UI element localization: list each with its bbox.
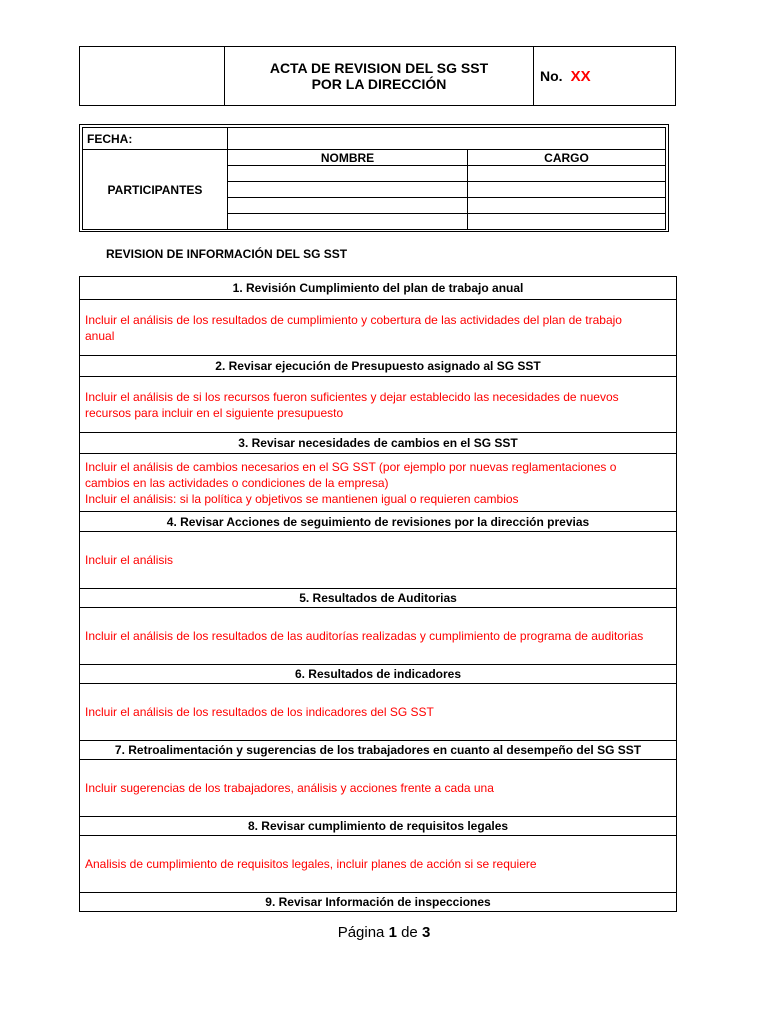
- header-box: [79, 46, 676, 106]
- col-nombre: NOMBRE: [228, 150, 468, 166]
- item-body-line: recursos para incluir en el siguiente presupuesto: [85, 405, 344, 420]
- item-body: [80, 300, 677, 356]
- item-heading: 4. Revisar Acciones de seguimiento de revisiones por la dirección previas: [80, 512, 677, 532]
- item-body-line: Analisis de cumplimiento de requisitos legales, incluir planes de acción si se requiere: [85, 857, 537, 871]
- participant-nombre[interactable]: [228, 198, 468, 214]
- item-heading: 7. Retroalimentación y sugerencias de los trabajadores en cuanto al desempeño del SG SST: [80, 741, 677, 760]
- item-body-line: cambios en las actividades o condiciones de la empresa): [85, 475, 389, 490]
- participant-nombre[interactable]: [228, 182, 468, 198]
- document-title: [225, 47, 534, 105]
- item-body: [80, 760, 677, 817]
- fecha-label: FECHA:: [83, 128, 228, 150]
- item-body: [80, 532, 677, 589]
- number-cell: [534, 47, 675, 105]
- participant-nombre[interactable]: [228, 214, 468, 230]
- item-heading: 6. Resultados de indicadores: [80, 665, 677, 684]
- of-word: de: [401, 924, 418, 941]
- participants-box: [79, 124, 669, 232]
- participants-table: [82, 127, 666, 230]
- item-heading: 9. Revisar Información de inspecciones: [80, 893, 677, 912]
- logo-cell: [80, 47, 225, 105]
- item-body: [80, 454, 677, 512]
- item-body: [80, 377, 677, 433]
- title-line-1: ACTA DE REVISION DEL SG SST: [269, 60, 489, 76]
- fecha-value[interactable]: [228, 128, 666, 150]
- item-body-line: Incluir el análisis de los resultados de cumplimiento y cobertura de las actividades del plan de trabajo: [85, 312, 622, 327]
- participant-cargo[interactable]: [468, 166, 666, 182]
- item-body: [80, 608, 677, 665]
- item-heading: 3. Revisar necesidades de cambios en el SG SST: [80, 433, 677, 454]
- page-word: Página: [337, 924, 385, 941]
- item-body: [80, 836, 677, 893]
- page-total: 3: [421, 924, 431, 941]
- number-label: No.: [540, 68, 563, 84]
- page-number: 1: [388, 924, 397, 941]
- item-body-line: Incluir el análisis de cambios necesarios en el SG SST (por ejemplo por nuevas reglamentaciones o: [85, 459, 617, 474]
- item-body-line: Incluir el análisis de los resultados de los indicadores del SG SST: [85, 705, 434, 719]
- item-body-line: Incluir el análisis: [85, 553, 174, 567]
- page-footer: [0, 924, 768, 941]
- title-line-2: POR LA DIRECCIÓN: [311, 76, 447, 92]
- participant-cargo[interactable]: [468, 182, 666, 198]
- number-value: XX: [570, 67, 591, 85]
- item-body: [80, 684, 677, 741]
- participantes-label: PARTICIPANTES: [83, 150, 228, 230]
- item-body-line: Incluir el análisis de si los recursos fueron suficientes y dejar establecido las necesidades de nuevos: [85, 389, 619, 404]
- review-table: [79, 276, 677, 912]
- participant-cargo[interactable]: [468, 214, 666, 230]
- item-heading: 8. Revisar cumplimiento de requisitos legales: [80, 817, 677, 836]
- item-body-line: Incluir el análisis: si la política y objetivos se mantienen igual o requieren cambios: [85, 491, 519, 506]
- item-body-line: Incluir el análisis de los resultados de las auditorías realizadas y cumplimiento de programa de auditorias: [85, 629, 644, 643]
- item-body-line: Incluir sugerencias de los trabajadores, análisis y acciones frente a cada una: [85, 781, 494, 795]
- item-heading: 1. Revisión Cumplimiento del plan de trabajo anual: [80, 277, 677, 300]
- col-cargo: CARGO: [468, 150, 666, 166]
- participant-nombre[interactable]: [228, 166, 468, 182]
- section-title: REVISION DE INFORMACIÓN DEL SG SST: [106, 247, 348, 261]
- item-body-line: anual: [85, 328, 115, 343]
- item-heading: 5. Resultados de Auditorias: [80, 589, 677, 608]
- participant-cargo[interactable]: [468, 198, 666, 214]
- item-heading: 2. Revisar ejecución de Presupuesto asignado al SG SST: [80, 356, 677, 377]
